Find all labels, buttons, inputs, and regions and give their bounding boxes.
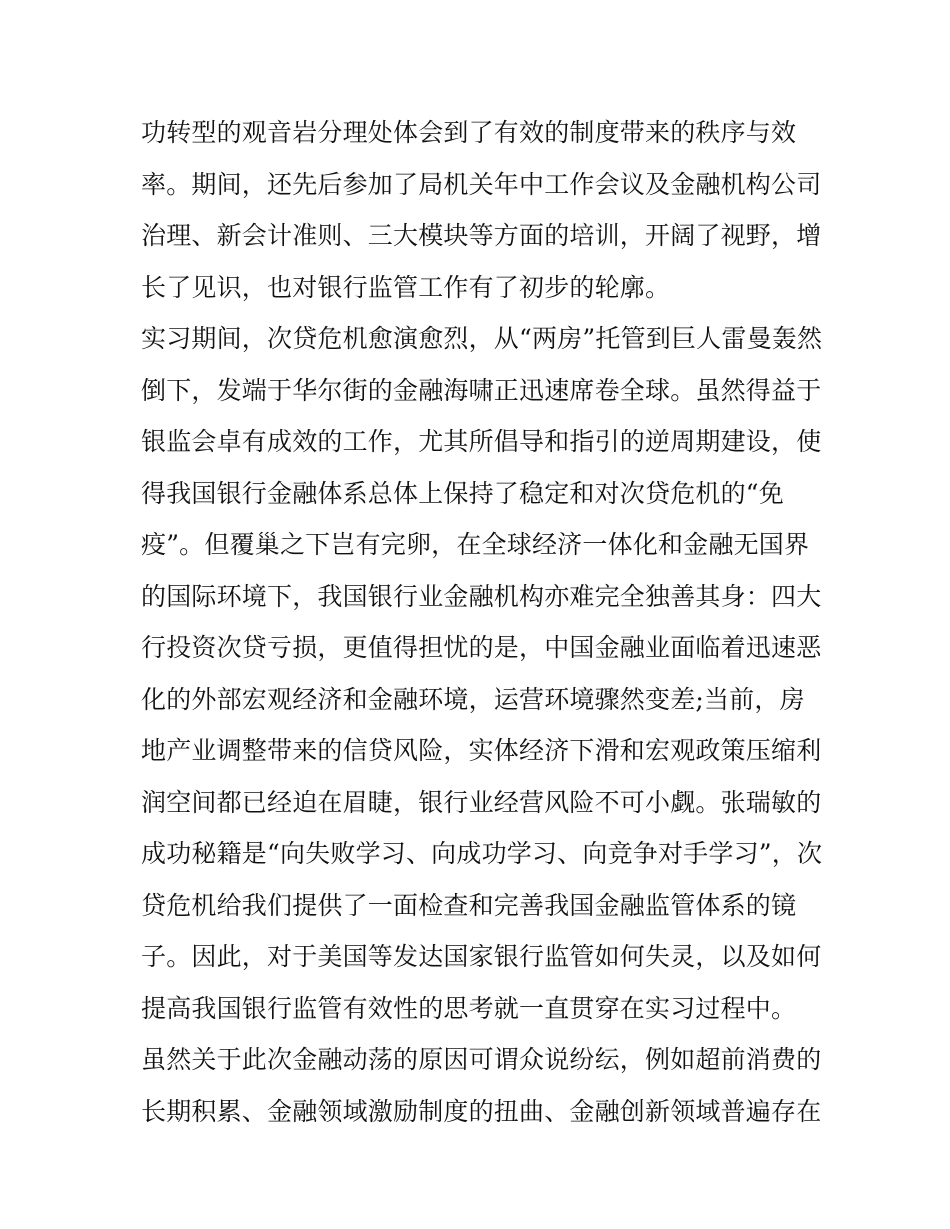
text-line: 地产业调整带来的信贷风险，实体经济下滑和宏观政策压缩利: [141, 736, 822, 765]
text-line: 得我国银行金融体系总体上保持了稳定和对次贷危机的“免: [141, 478, 784, 508]
text-line: 成功秘籍是“向失败学习、向成功学习、向竞争对手学习”，次: [141, 839, 823, 868]
text-line: 行投资次贷亏损，更值得担忧的是，中国金融业面临着迅速恶: [141, 633, 822, 662]
text-line: 银监会卓有成效的工作，尤其所倡导和指引的逆周期建设，使: [141, 427, 822, 456]
text-line: 贷危机给我们提供了一面检查和完善我国金融监管体系的镜: [141, 890, 797, 920]
text-line: 长期积累、金融领域激励制度的扭曲、金融创新领域普遍存在: [141, 1096, 822, 1126]
text-line: 疫”。但覆巢之下岂有完卵，在全球经济一体化和金融无国界: [141, 530, 810, 559]
text-line: 长了见识，也对银行监管工作有了初步的轮廓。: [141, 272, 671, 302]
text-line: 实习期间，次贷危机愈演愈烈，从“两房”托管到巨人雷曼轰然: [141, 324, 823, 353]
text-line: 倒下，发端于华尔街的金融海啸正迅速席卷全球。虽然得益于: [141, 375, 822, 405]
text-line: 提高我国银行监管有效性的思考就一直贯穿在实习过程中。: [141, 993, 797, 1023]
text-line: 治理、新会计准则、三大模块等方面的培训，开阔了视野，增: [141, 221, 822, 250]
body-text: [141, 107, 821, 1137]
text-line: 功转型的观音岩分理处体会到了有效的制度带来的秩序与效: [141, 118, 797, 147]
text-line: 润空间都已经迫在眉睫，银行业经营风险不可小觑。张瑞敏的: [141, 787, 822, 817]
text-line: 的国际环境下，我国银行业金融机构亦难完全独善其身：四大: [141, 581, 822, 611]
text-line: 化的外部宏观经济和金融环境，运营环境骤然变差;当前，房: [141, 684, 805, 714]
text-line: 虽然关于此次金融动荡的原因可谓众说纷纭，例如超前消费的: [141, 1045, 822, 1074]
text-line: 子。因此，对于美国等发达国家银行监管如何失灵，以及如何: [141, 942, 822, 971]
text-line: 率。期间，还先后参加了局机关年中工作会议及金融机构公司: [141, 169, 822, 199]
